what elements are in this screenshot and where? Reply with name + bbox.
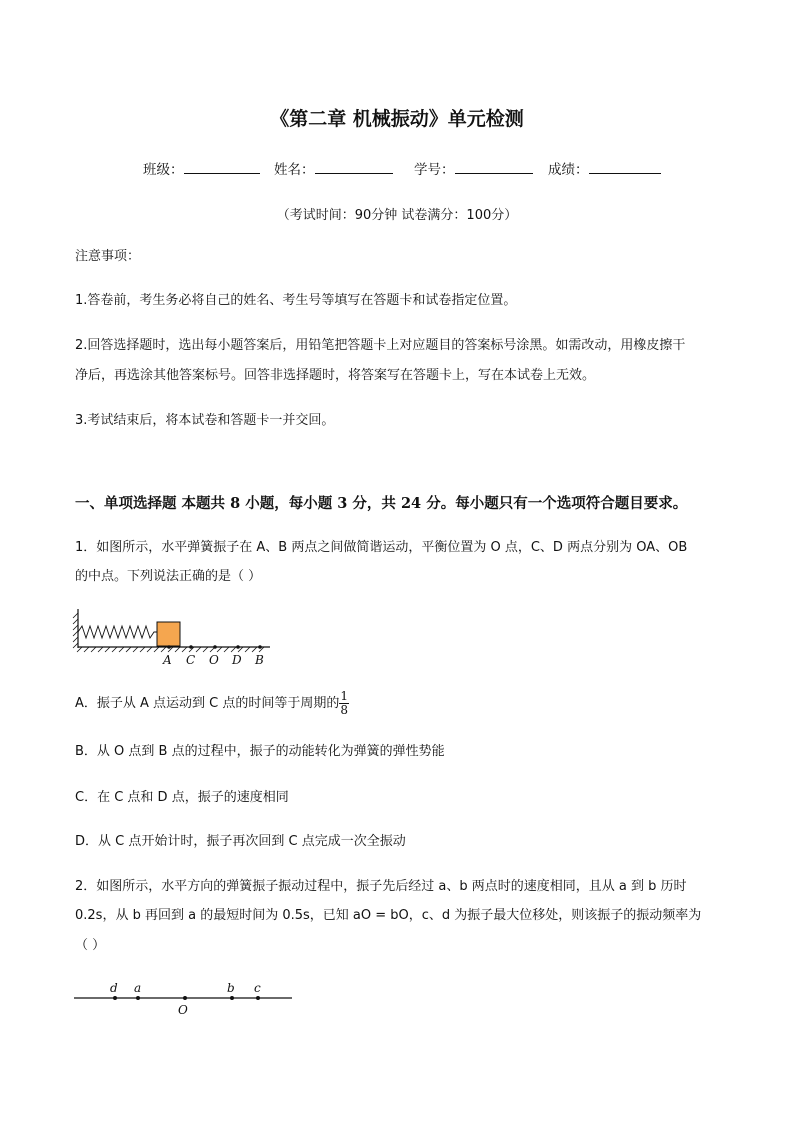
note-2-line-1: 2.回答选择题时，选出每小题答案后，用铅笔把答题卡上对应题目的答案标号涂黑。如需改动，用橡皮擦干 [75, 338, 686, 353]
section-heading: 一、单项选择题 本题共 8 小题，每小题 3 分，共 24 分。每小题只有一个选项符合题目要求。 [75, 495, 688, 512]
fraction-numerator: 1 [340, 689, 349, 703]
q1-option-c[interactable]: C．在 C 点和 D 点，振子的速度相同 [75, 790, 289, 805]
q1-option-d[interactable]: D．从 C 点开始计时，振子再次回到 C 点完成一次全振动 [75, 834, 406, 849]
spring-oscillator-figure [70, 605, 280, 670]
exam-time: （考试时间：90分钟 试卷满分：100分） [276, 208, 518, 223]
page-title: 《第二章 机械振动》单元检测 [270, 108, 524, 130]
name-blank[interactable] [315, 159, 393, 174]
note-3: 3.考试结束后，将本试卷和答题卡一并交回。 [75, 413, 335, 428]
point-b-dot [258, 645, 262, 649]
id-label: 学号： [414, 162, 455, 178]
q1-line-2: 的中点。下列说法正确的是（ ） [75, 569, 262, 584]
fraction-denominator: 8 [340, 703, 349, 717]
point-d-dot [236, 645, 240, 649]
q1-option-b[interactable]: B．从 O 点到 B 点的过程中，振子的动能转化为弹簧的弹性势能 [75, 744, 445, 759]
label-o: O [178, 1003, 188, 1017]
name-label: 姓名： [274, 162, 315, 178]
note-1: 1.答卷前，考生务必将自己的姓名、考生号等填写在答题卡和试卷指定位置。 [75, 293, 517, 308]
label-c: c [254, 981, 261, 995]
oscillator-block [157, 622, 180, 646]
class-label: 班级： [143, 162, 184, 178]
label-a: a [134, 981, 142, 995]
score-field [548, 158, 661, 178]
name-field [274, 158, 393, 178]
point-c-dot [189, 645, 193, 649]
label-D: D [232, 653, 242, 667]
note-2-line-2: 净后，再选涂其他答案标号。回答非选择题时，将答案写在答题卡上，写在本试卷上无效。 [75, 368, 596, 383]
q1-option-a-text: A．振子从 A 点运动到 C 点的时间等于周期的 [75, 696, 340, 711]
point-a-dot [136, 996, 140, 1000]
wall-hatch [73, 613, 78, 648]
label-A: A [163, 653, 172, 667]
point-d-dot [113, 996, 117, 1000]
label-b: b [227, 981, 235, 995]
q2-line-3: （ ） [75, 938, 106, 953]
q2-line-1: 2．如图所示，水平方向的弹簧振子振动过程中，振子先后经过 a、b 两点时的速度相同，且从 a 到 b 历时 [75, 879, 687, 894]
id-blank[interactable] [455, 159, 533, 174]
q1-option-a[interactable] [75, 690, 349, 717]
label-B: B [255, 653, 264, 667]
point-a-dot [167, 645, 171, 649]
class-field [143, 158, 260, 178]
point-o-dot [183, 996, 187, 1000]
fraction-one-eighth [339, 690, 349, 717]
label-d: d [110, 981, 118, 995]
oscillation-line-figure [70, 978, 300, 1023]
point-o-dot [213, 645, 217, 649]
label-O: O [209, 653, 219, 667]
point-b-dot [230, 996, 234, 1000]
point-c-dot [256, 996, 260, 1000]
spring [78, 626, 157, 638]
class-blank[interactable] [184, 159, 260, 174]
score-blank[interactable] [589, 159, 661, 174]
q2-line-2: 0.2s，从 b 再回到 a 的最短时间为 0.5s，已知 aO = bO，c、d 为振子最大位移处，则该振子的振动频率为 [75, 908, 702, 923]
score-label: 成绩： [548, 162, 589, 178]
notes-heading: 注意事项： [75, 249, 141, 264]
label-C: C [186, 653, 196, 667]
id-field [414, 158, 533, 178]
q1-line-1: 1．如图所示，水平弹簧振子在 A、B 两点之间做简谐运动，平衡位置为 O 点，C、D 两点分别为 OA、OB [75, 540, 688, 555]
